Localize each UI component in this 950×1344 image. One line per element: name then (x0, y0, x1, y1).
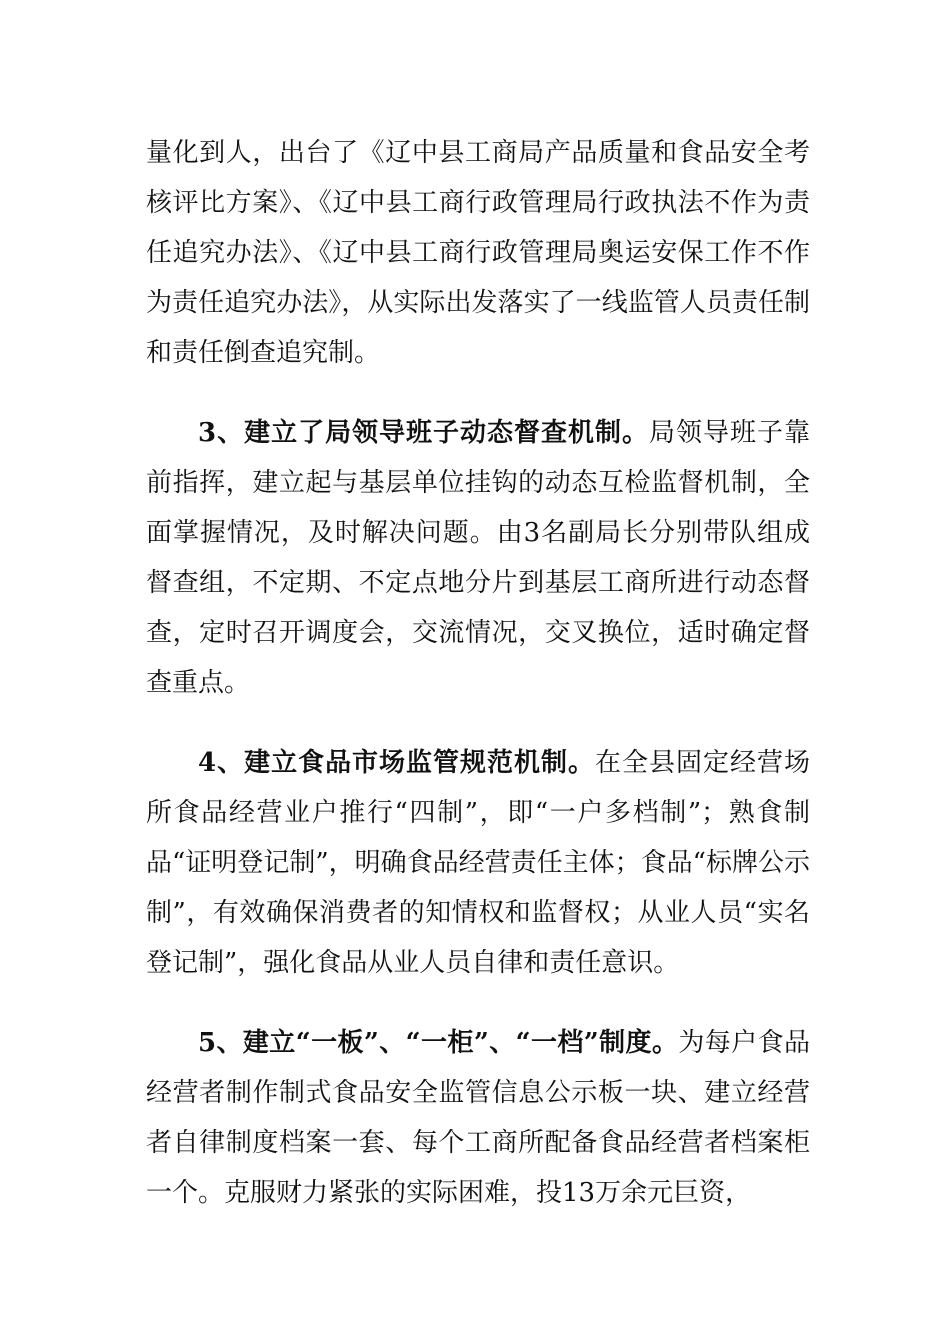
paragraph-text: 局领导班子靠前指挥，建立起与基层单位挂钩的动态互检监督机制，全面掌握情况，及时解决问题。由3名副局长分别带队组成督查组，不定期、不定点地分片到基层工商所进行动态督查，定时召开调度会，交流情况，交叉换位，适时确定督查重点。 (146, 418, 810, 698)
paragraph-text: 量化到人，出台了《辽中县工商局产品质量和食品安全考核评比方案》、《辽中县工商行政管理局行政执法不作为责任追究办法》、《辽中县工商行政管理局奥运安保工作不作为责任追究办法》，从实际出发落实了一线监管人员责任制和责任倒查追究制。 (146, 138, 810, 368)
paragraph-section-5 (146, 1018, 810, 1218)
paragraph-text: 在全县固定经营场所食品经营业户推行“四制”，即“一户多档制”；熟食制品“证明登记制”，明确食品经营责任主体；食品“标牌公示制”，有效确保消费者的知情权和监督权；从业人员“实名登记制”，强化食品从业人员自律和责任意识。 (146, 748, 810, 978)
section-heading: 3、建立了局领导班子动态督查机制。 (198, 418, 650, 448)
paragraph-section-3 (146, 408, 810, 708)
paragraph-section-4 (146, 738, 810, 988)
paragraph-text: 为每户食品经营者制作制式食品安全监管信息公示板一块、建立经营者自律制度档案一套、每个工商所配备食品经营者档案柜一个。克服财力紧张的实际困难，投13万余元巨资， (146, 1028, 810, 1208)
document-body (146, 128, 810, 1218)
section-heading: 4、建立食品市场监管规范机制。 (198, 748, 596, 778)
paragraph-continuation (146, 128, 810, 378)
section-heading: 5、建立“一板”、“一柜”、“一档”制度。 (198, 1028, 679, 1058)
